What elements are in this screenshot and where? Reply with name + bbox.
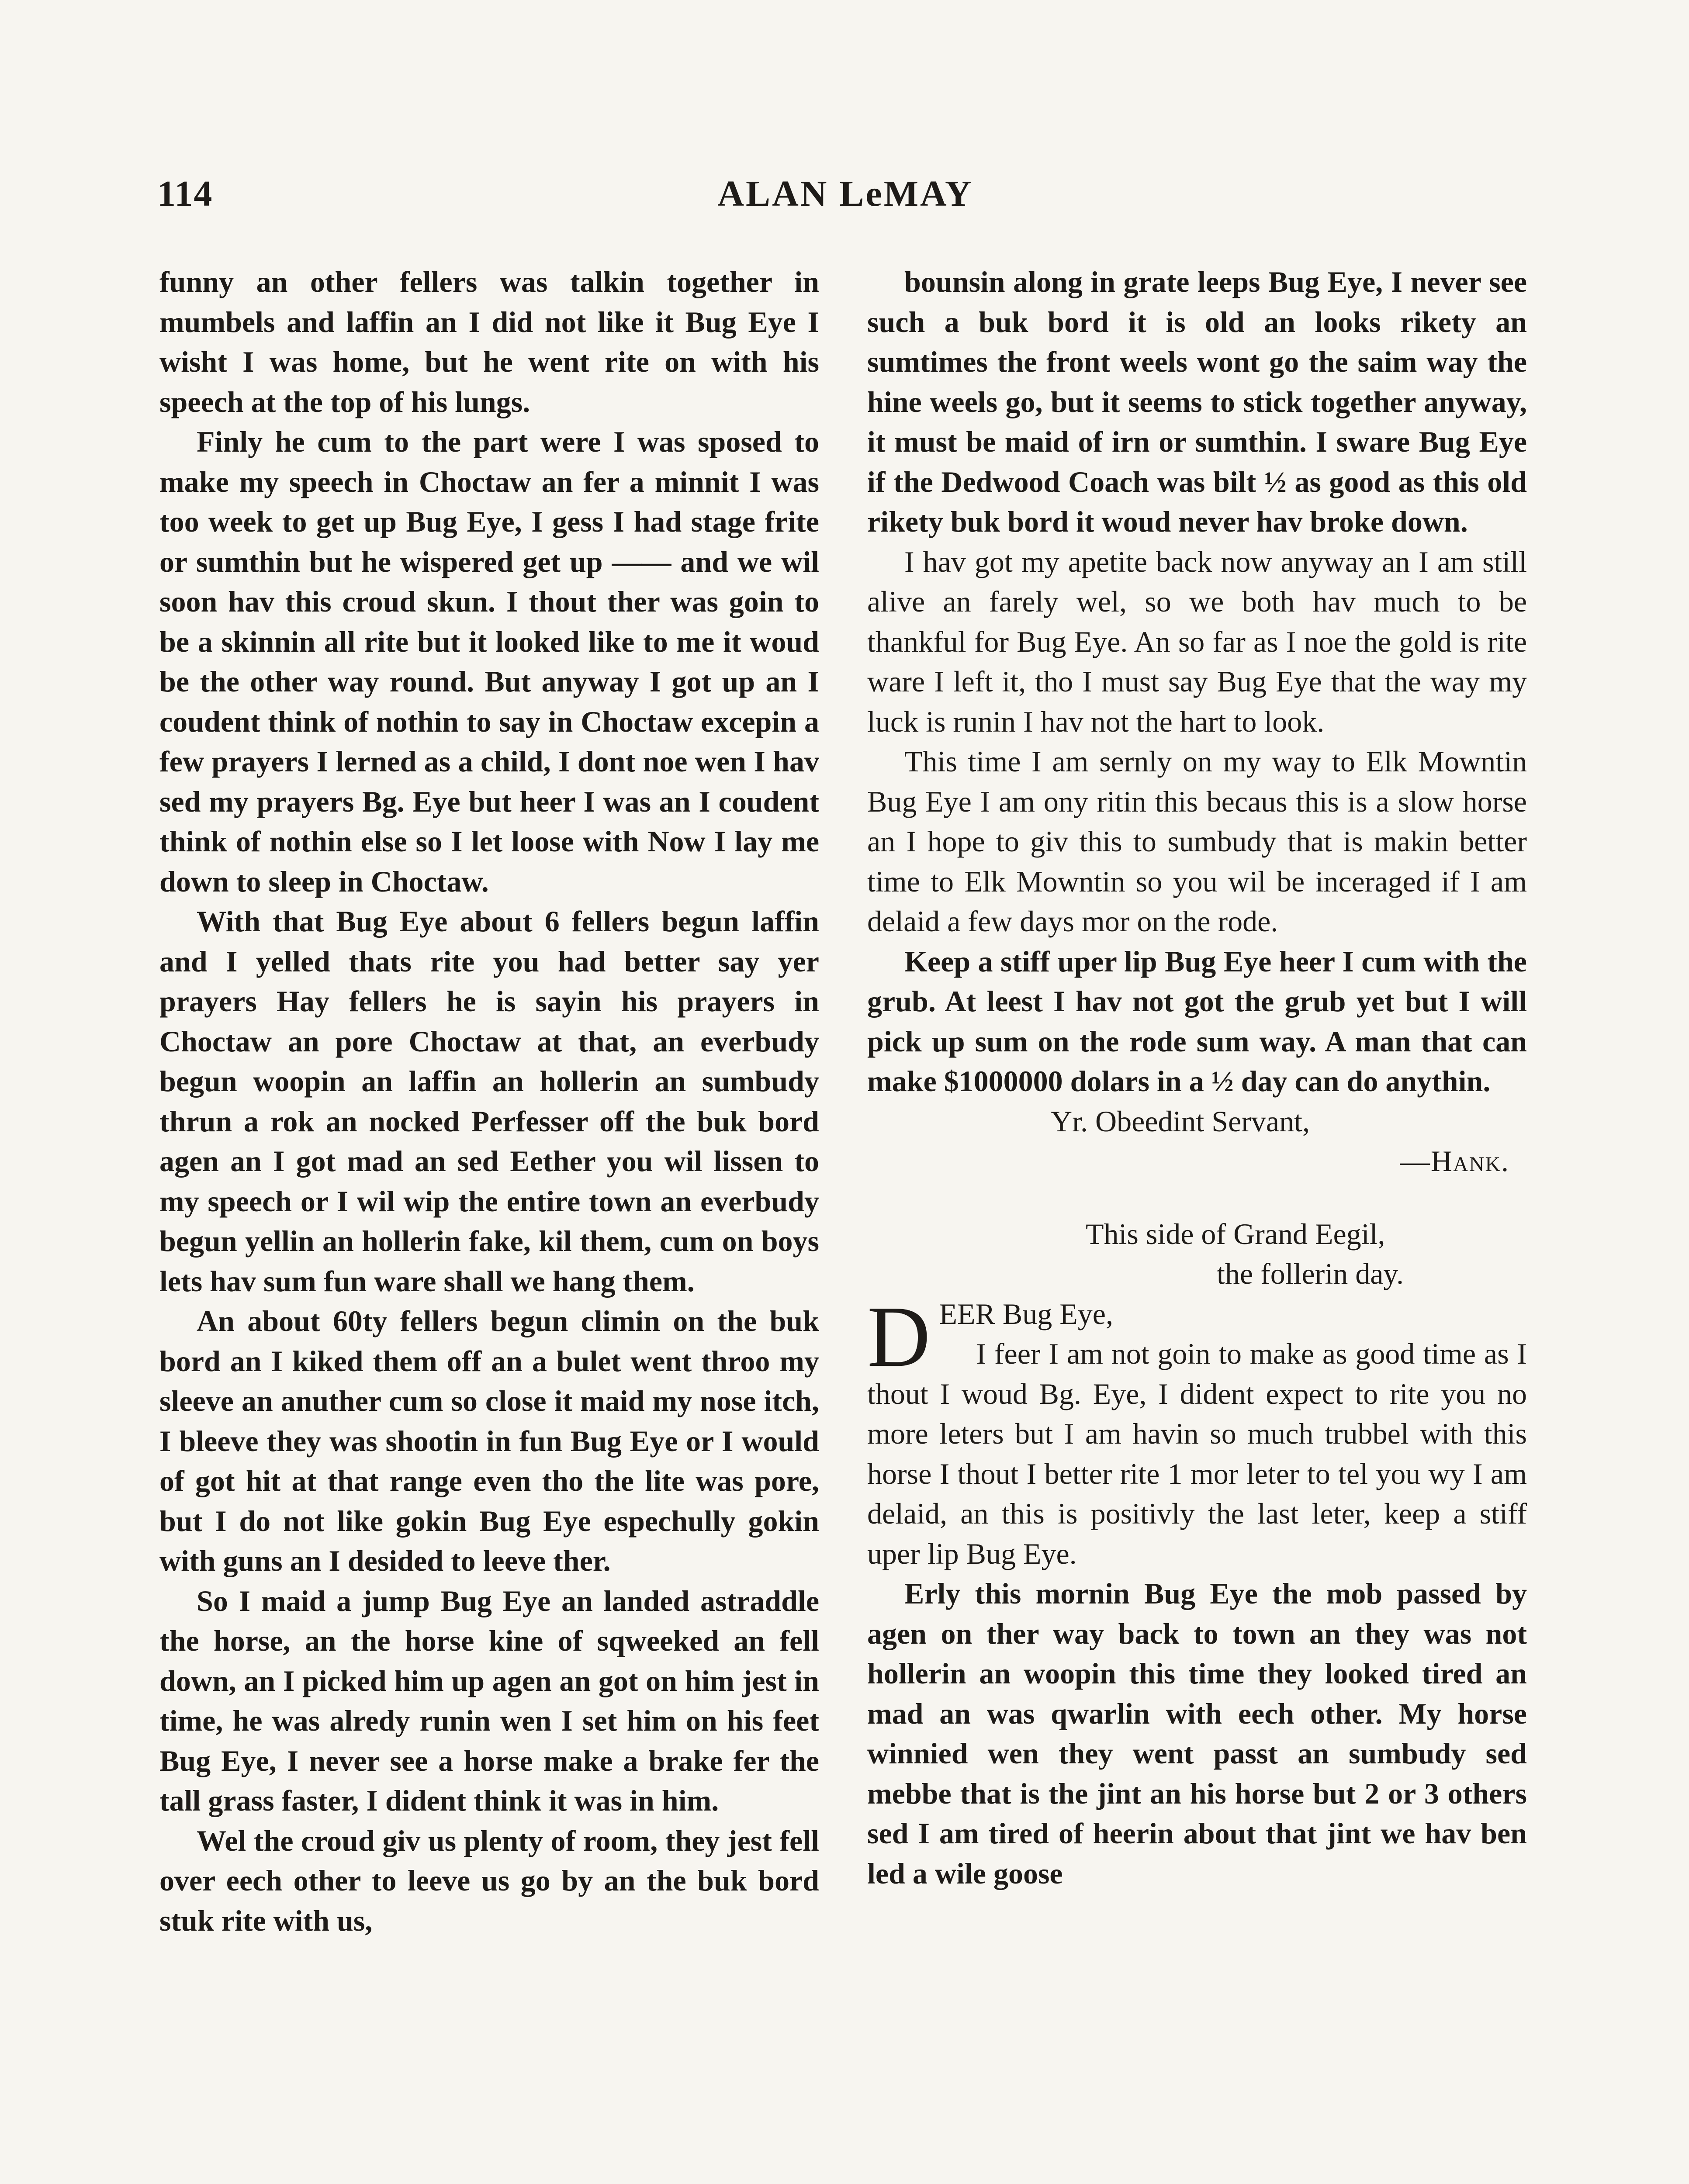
paragraph: An about 60ty fellers begun climin on the buk bord an I kiked them off an a bulet went throo my sleeve an anuther cum so close it maid my nose itch, I bleeve they was shootin in fun Bug Eye or I would of got hit at that range even tho the lite was pore, but I do not like gokin Bug Eye espechully gokin with guns an I desided to leeve ther.: [159, 1304, 819, 1577]
page-number: 114: [157, 173, 213, 214]
paragraph: This time I am sernly on my way to Elk Mowntin Bug Eye I am ony ritin this becaus this is a slow horse an I hope to giv this to sumbudy that is makin better time to Elk Mowntin so you wil be inceraged if I am delaid a few days mor on the rode.: [867, 745, 1527, 938]
paragraph: Finly he cum to the part were I was sposed to make my speech in Choctaw an fer a minnit I was too week to get up Bug Eye, I gess I had stage frite or sumthin but he wispered get up —— and we wil soon hav this croud skun. I thout ther was goin to be a skinnin all rite but it looked like to me it woud be the other way round. But anyway I got up an I coudent think of nothin to say in Choctaw excepin a few prayers I lerned as a child, I dont noe wen I hav sed my prayers Bg. Eye but heer I was an I coudent think of nothin else so I let loose with Now I lay me down to sleep in Choctaw.: [159, 425, 819, 898]
signoff-signature: —Hank.: [1400, 1144, 1509, 1178]
paragraph: Wel the croud giv us plenty of room, they jest fell over eech other to leeve us go by an the buk bord stuk rite with us,: [159, 1824, 819, 1937]
paragraph: bounsin along in grate leeps Bug Eye, I never see such a buk bord it is old an looks rikety an sumtimes the front weels wont go the saim way the hine weels go, but it seems to stick together anyway, it must be maid of irn or sumthin. I sware Bug Eye if the Dedwood Coach was bilt ½ as good as this old rikety buk bord it woud never hav broke down.: [867, 265, 1527, 538]
paragraph: I hav got my apetite back now anyway an I am still alive an farely wel, so we both hav much to be thankful for Bug Eye. An so far as I noe the gold is rite ware I left it, tho I must say Bug Eye that the way my luck is runin I hav not the hart to look.: [867, 545, 1527, 738]
paragraph: funny an other fellers was talkin together in mumbels and laffin an I did not like it Bug Eye I wisht I was home, but he went rite on with his speech at the top of his lungs.: [159, 265, 819, 418]
letter-salutation: [867, 1288, 1527, 1574]
paragraph: Keep a stiff uper lip Bug Eye heer I cum with the grub. At leest I hav not got the grub yet but I will pick up sum on the rode sum way. A man that can make $1000000 dolars in a ½ day can do anythin.: [867, 944, 1527, 1098]
running-title: ALAN LeMAY: [717, 173, 973, 214]
right-column: [867, 262, 1527, 1894]
letter-dateline-day: the follerin day.: [1217, 1257, 1404, 1290]
page-header: [157, 173, 1533, 238]
signoff-closing: Yr. Obeedint Servant,: [1051, 1104, 1310, 1138]
letter-dateline: This side of Grand Eegil,: [1086, 1217, 1385, 1251]
paragraph: With that Bug Eye about 6 fellers begun laffin and I yelled thats rite you had better say yer prayers Hay fellers he is sayin his prayers in Choctaw an pore Choctaw at that, an everbudy begun woopin an laffin an hollerin an sumbudy thrun a rok an nocked Perfesser off the buk bord agen an I got mad an sed Eether you wil lissen to my speech or I wil wip the entire town an everbudy begun yellin an hollerin fake, kil them, cum on boys lets hav sum fun ware shall we hang them.: [159, 905, 819, 1298]
left-column: [159, 262, 819, 1941]
drop-cap: D: [867, 1288, 931, 1385]
paragraph: Erly this mornin Bug Eye the mob passed by agen on ther way back to town an they was not hollerin an woopin this time they looked tired an mad an was qwarlin with eech other. My horse winnied wen they went passt an sumbudy sed mebbe that is the jint an his horse but 2 or 3 others sed I am tired of heerin about that jint we hav ben led a wile goose: [867, 1577, 1527, 1890]
paragraph: So I maid a jump Bug Eye an landed astraddle the horse, an the horse kine of sqweeked an fell down, an I picked him up agen an got on him jest in time, he was alredy runin wen I set him on his feet Bug Eye, I never see a horse make a brake fer the tall grass faster, I dident think it was in him.: [159, 1584, 819, 1817]
salutation-text: EER Bug Eye,: [939, 1297, 1113, 1330]
letter-body-first: I feer I am not goin to make as good time as I thout I woud Bg. Eye, I dident expect to rite you no more leters but I am havin so much trubbel with this horse I thout I better rite 1 mor leter to tel you wy I am delaid, an this is positivly the last leter, keep a stiff uper lip Bug Eye.: [867, 1337, 1527, 1570]
